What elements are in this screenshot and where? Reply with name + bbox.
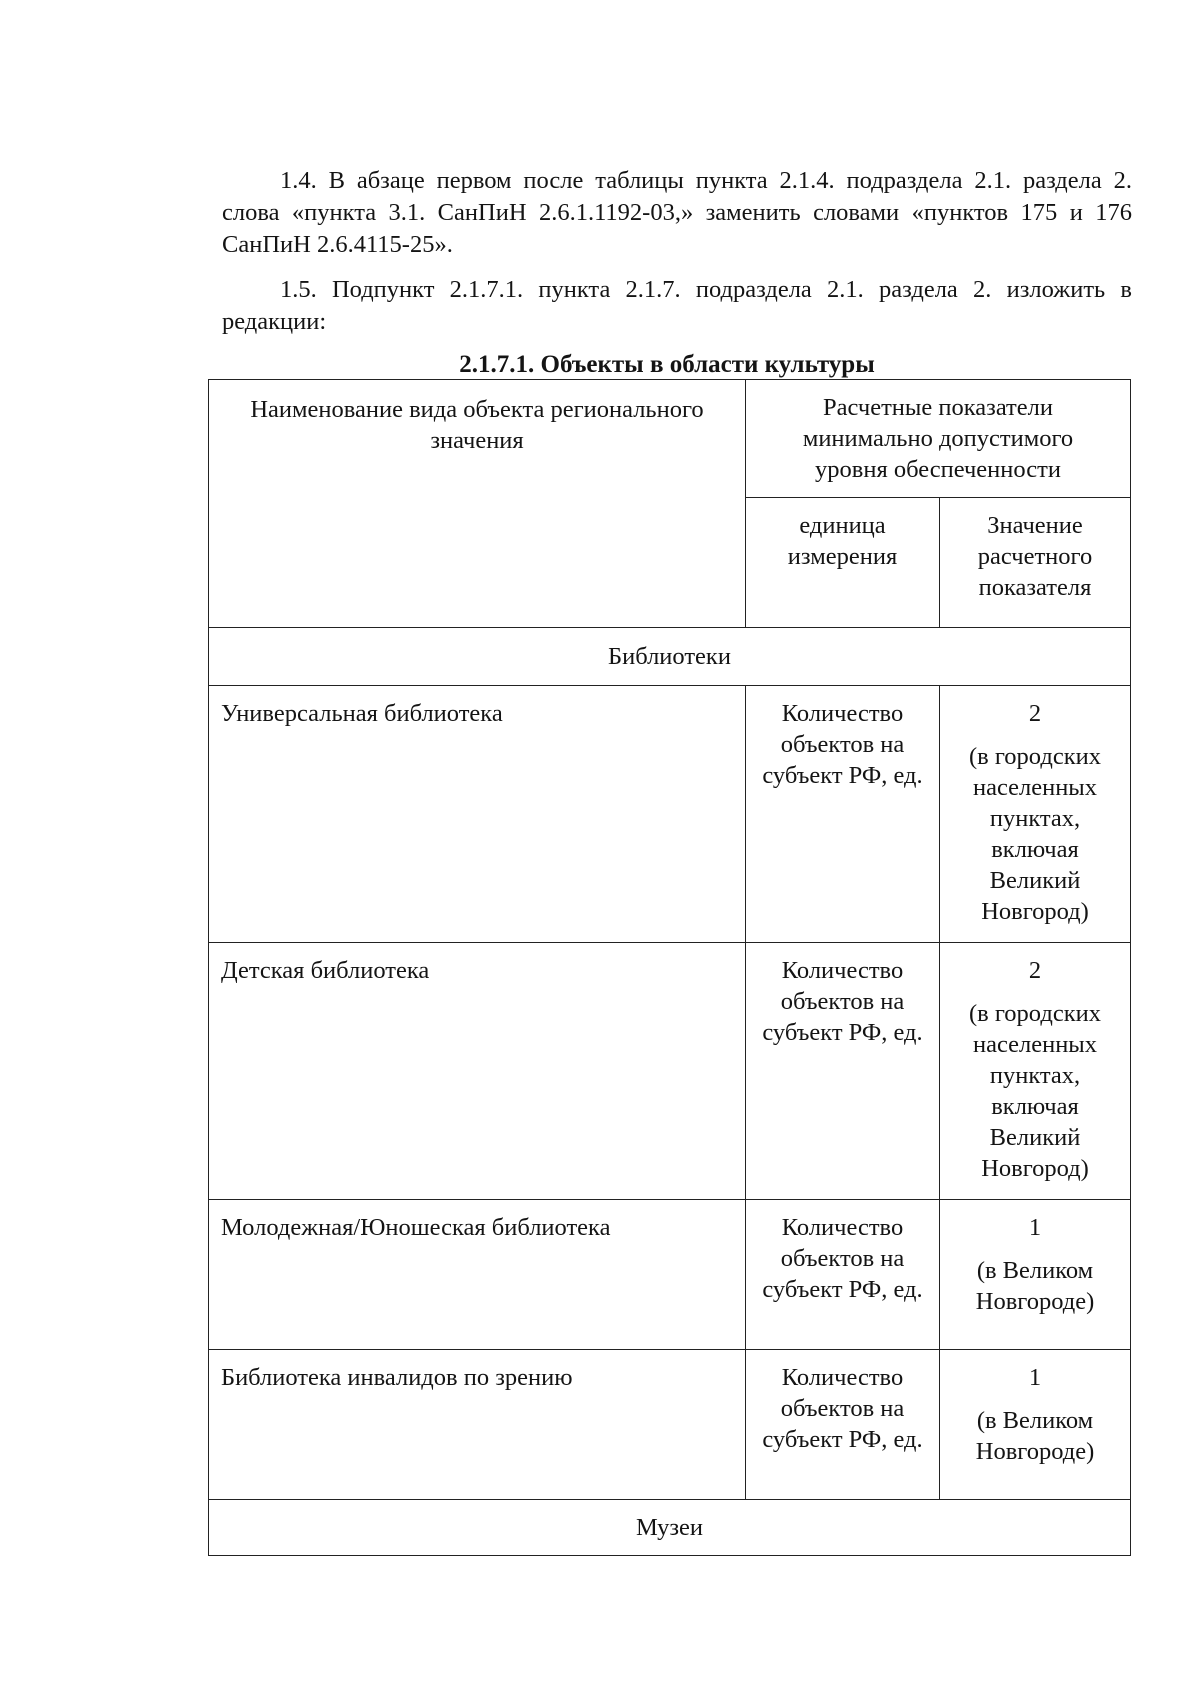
table-row xyxy=(209,1350,1131,1500)
table-row xyxy=(209,1200,1131,1350)
table-row xyxy=(209,943,1131,1200)
group-museums: Музеи xyxy=(209,1500,1131,1556)
row-value-note: (в городских населенных пунктах, включая Великий Новгород) xyxy=(969,743,1101,925)
table-header-row xyxy=(209,380,1131,498)
row-value xyxy=(940,1350,1131,1500)
row-name: Молодежная/Юношеская библиотека xyxy=(209,1200,746,1350)
header-indicators: Расчетные показатели минимально допустимого уровня обеспеченности xyxy=(746,380,1131,498)
row-value-note: (в Великом Новгороде) xyxy=(975,1407,1095,1465)
row-value xyxy=(940,1200,1131,1350)
row-name: Библиотека инвалидов по зрению xyxy=(209,1350,746,1500)
group-row-museums xyxy=(209,1500,1131,1556)
group-row-libraries xyxy=(209,628,1131,686)
row-value-number: 2 xyxy=(1028,957,1042,984)
row-value xyxy=(940,943,1131,1200)
row-name: Детская библиотека xyxy=(209,943,746,1200)
row-value-number: 2 xyxy=(1028,700,1042,727)
row-name: Универсальная библиотека xyxy=(209,686,746,943)
group-libraries: Библиотеки xyxy=(209,628,1131,686)
paragraph-1-5-text: 1.5. Подпункт 2.1.7.1. пункта 2.1.7. подраздела 2.1. раздела 2. изложить в редакции: xyxy=(222,276,1132,335)
paragraph-1-4-text: 1.4. В абзаце первом после таблицы пункта 2.1.4. подраздела 2.1. раздела 2. слова «пункта 3.1. СанПиН 2.6.1.1192-03,» заменить словами «пунктов 175 и 176 СанПиН 2.6.4115-25». xyxy=(222,167,1132,258)
row-value-number: 1 xyxy=(1028,1214,1042,1241)
header-value-col: Значение расчетного показателя xyxy=(940,498,1131,628)
header-name-col: Наименование вида объекта регионального значения xyxy=(209,380,746,628)
culture-objects-table xyxy=(208,379,1131,1556)
row-value-number: 1 xyxy=(1028,1364,1042,1391)
paragraph-1-4 xyxy=(222,165,1132,261)
row-value-note: (в Великом Новгороде) xyxy=(975,1257,1095,1315)
row-value-note: (в городских населенных пунктах, включая Великий Новгород) xyxy=(969,1000,1101,1182)
row-unit: Количество объектов на субъект РФ, ед. xyxy=(746,943,940,1200)
table-row xyxy=(209,686,1131,943)
row-unit: Количество объектов на субъект РФ, ед. xyxy=(746,686,940,943)
section-title: 2.1.7.1. Объекты в области культуры xyxy=(459,351,875,378)
row-unit: Количество объектов на субъект РФ, ед. xyxy=(746,1200,940,1350)
row-unit: Количество объектов на субъект РФ, ед. xyxy=(746,1350,940,1500)
header-unit-col: единица измерения xyxy=(746,498,940,628)
paragraph-1-5 xyxy=(222,274,1132,338)
row-value xyxy=(940,686,1131,943)
